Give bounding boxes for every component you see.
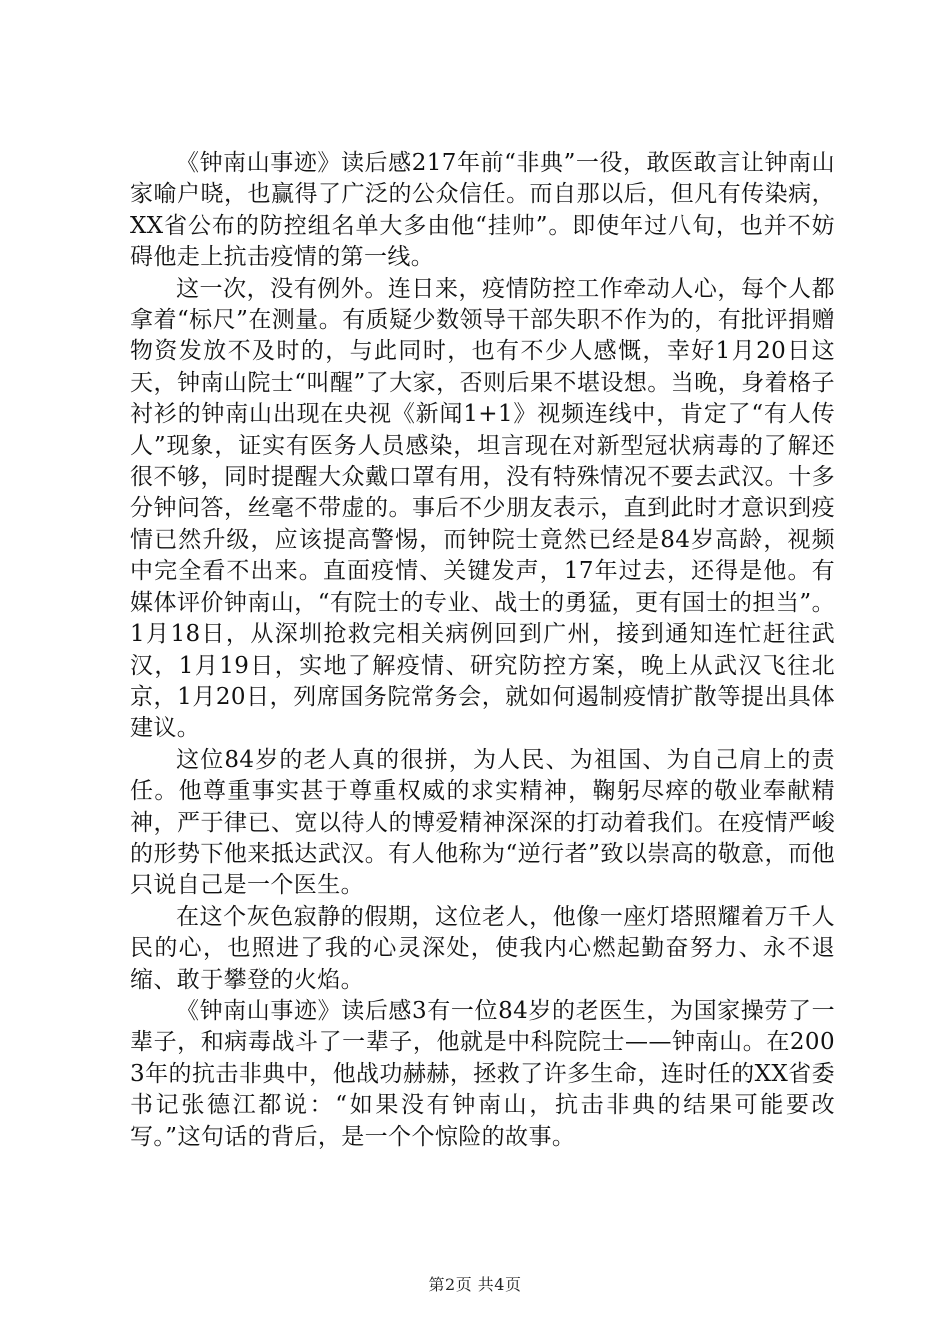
paragraph-2: 这一次，没有例外。连日来，疫情防控工作牵动人心，每个人都拿着“标尺”在测量。有质疑少数领导干部失职不作为的，有批评捐赠物资发放不及时的，与此同时，也有不少人感慨，幸好1月20日这天，钟南山院士“叫醒”了大家，否则后果不堪设想。当晚，身着格子衬衫的钟南山出现在央视《新闻1+1》视频连线中，肯定了“有人传人”现象，证实有医务人员感染，坦言现在对新型冠状病毒的了解还很不够，同时提醒大众戴口罩有用，没有特殊情况不要去武汉。十多分钟问答，丝毫不带虚的。事后不少朋友表示，直到此时才意识到疫情已然升级，应该提高警惕，而钟院士竟然已经是84岁高龄，视频中完全看不出来。直面疫情、关键发声，17年过去，还得是他。有媒体评价钟南山，“有院士的专业、战士的勇猛，更有国士的担当”。1月18日，从深圳抢救完相关病例回到广州，接到通知连忙赶往武汉，1月19日，实地了解疫情、研究防控方案，晚上从武汉飞往北京，1月20日，列席国务院常务会，就如何遏制疫情扩散等提出具体建议。: [130, 275, 835, 742]
paragraph-4: 在这个灰色寂静的假期，这位老人，他像一座灯塔照耀着万千人民的心，也照进了我的心灵深处，使我内心燃起勤奋努力、永不退缩、敢于攀登的火焰。: [130, 903, 835, 993]
paragraph-1: 《钟南山事迹》读后感217年前“非典”一役，敢医敢言让钟南山家喻户晓，也赢得了广泛的公众信任。而自那以后，但凡有传染病，XX省公布的防控组名单大多由他“挂帅”。即使年过八旬，也并不妨碍他走上抗击疫情的第一线。: [130, 150, 835, 271]
page-footer: 第2页 共4页: [428, 1275, 522, 1294]
paragraph-5: 《钟南山事迹》读后感3有一位84岁的老医生，为国家操劳了一辈子，和病毒战斗了一辈子，他就是中科院院士——钟南山。在2003年的抗击非典中，他战功赫赫，拯救了许多生命，连时任的XX省委书记张德江都说：“如果没有钟南山，抗击非典的结果可能要改写。”这句话的背后，是一个个惊险的故事。: [130, 997, 835, 1150]
paragraph-3: 这位84岁的老人真的很拼，为人民、为祖国、为自己肩上的责任。他尊重事实甚于尊重权威的求实精神，鞠躬尽瘁的敬业奉献精神，严于律已、宽以待人的博爱精神深深的打动着我们。在疫情严峻的形势下他来抵达武汉。有人他称为“逆行者”致以崇高的敬意，而他只说自己是一个医生。: [130, 746, 835, 899]
document-body: [130, 148, 835, 1153]
